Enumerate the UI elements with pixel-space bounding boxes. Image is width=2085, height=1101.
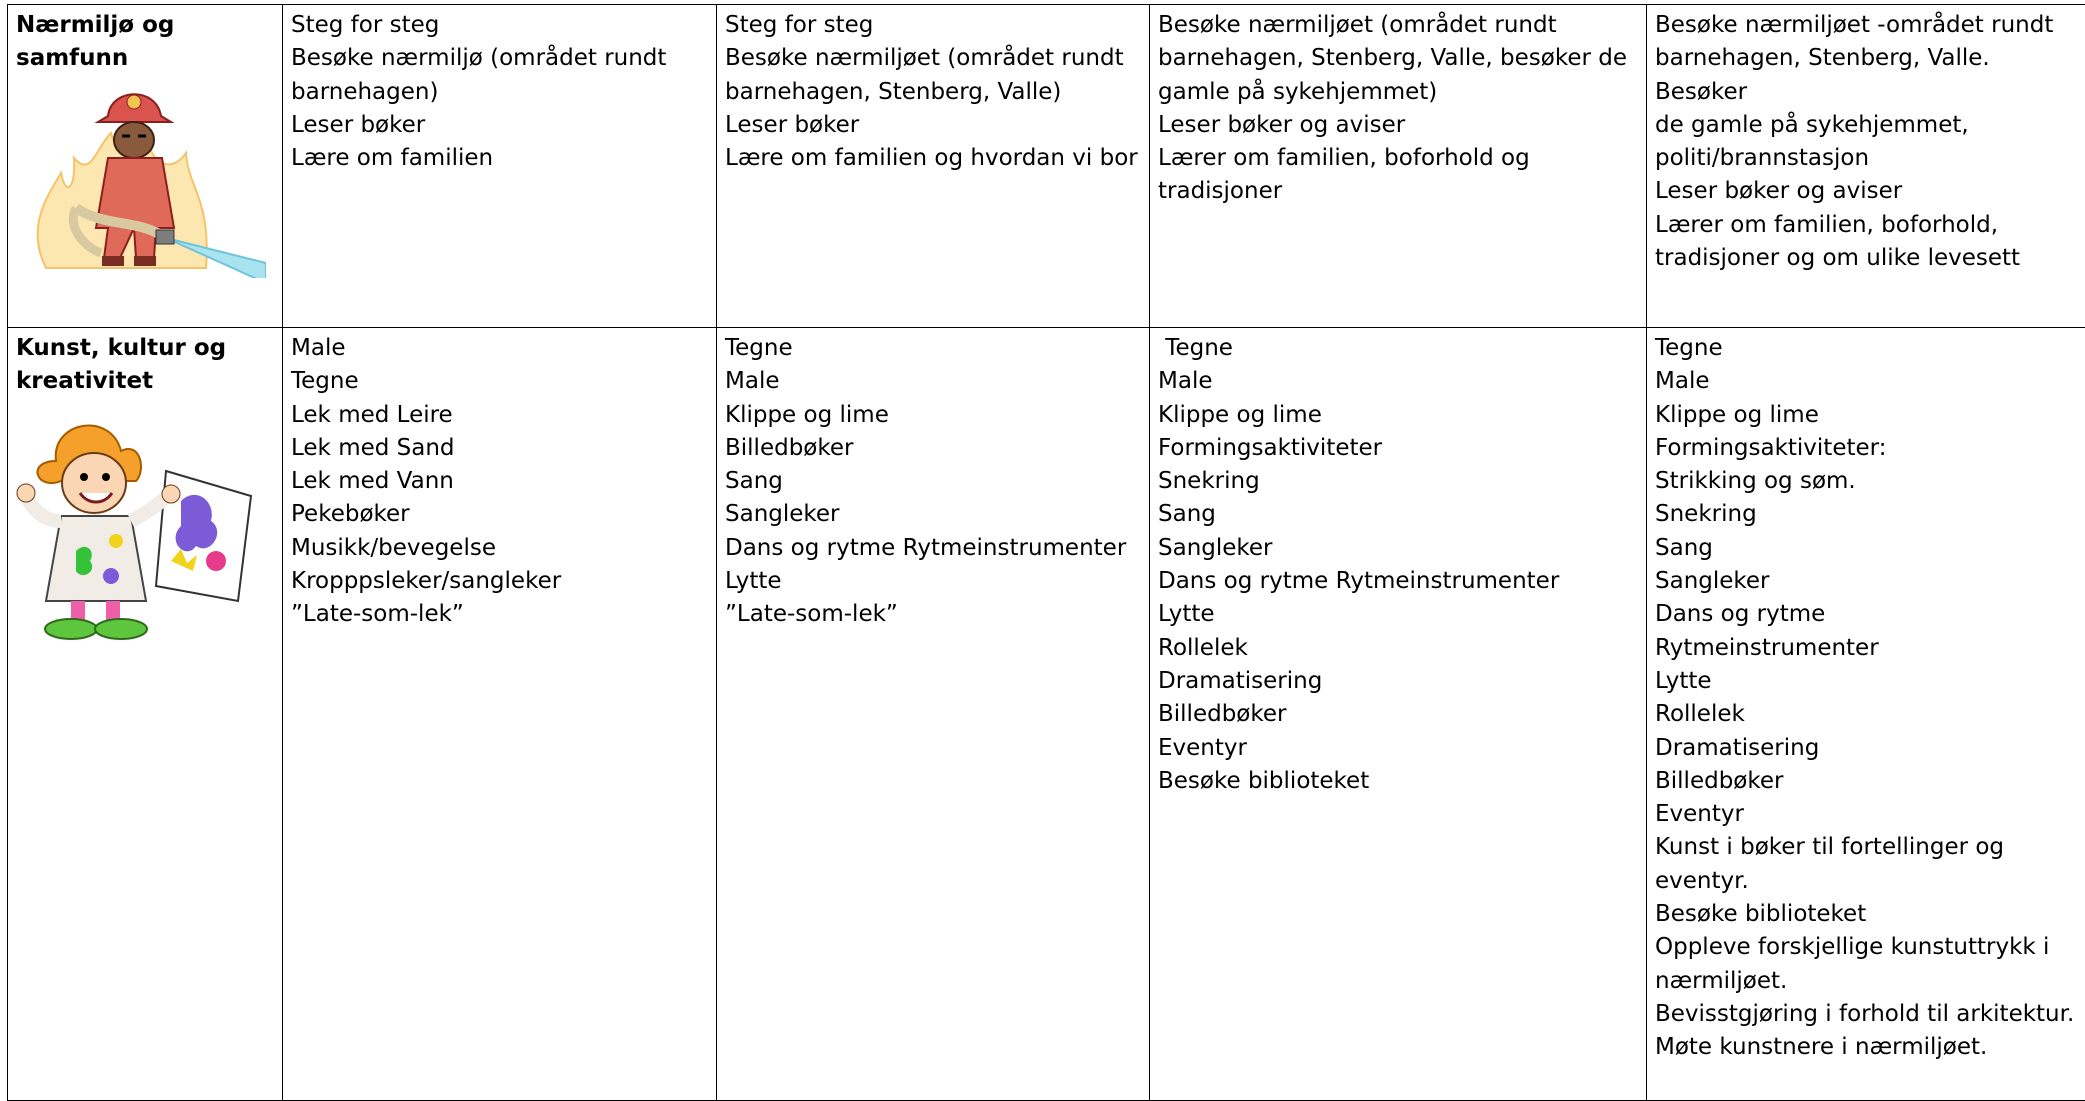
cell-text-line: Bevisstgjøring i forhold til arkitektur. <box>1655 998 2085 1031</box>
cell-text-line: Leser bøker <box>291 109 708 142</box>
cell-text-line: Kropppsleker/sangleker <box>291 565 708 598</box>
cell-text-line: Tegne <box>1655 332 2085 365</box>
cell-text-line: Sangleker <box>725 498 1141 531</box>
area-cell-naermiljo <box>8 5 283 328</box>
cell-text-line: Billedbøker <box>1158 698 1638 731</box>
cell-text-line: Snekring <box>1158 465 1638 498</box>
cell-text-line: barnehagen) <box>291 76 708 109</box>
cell-text-line: Billedbøker <box>725 432 1141 465</box>
plan-cell-col2 <box>717 328 1150 1101</box>
cell-text-line: Sang <box>1158 498 1638 531</box>
cell-text-line: Besøke nærmiljøet (området rundt <box>1158 9 1638 42</box>
cell-text-line: tradisjoner og om ulike levesett <box>1655 242 2085 275</box>
area-cell-kunst <box>8 328 283 1101</box>
cell-text-line: Dans og rytme <box>1655 598 2085 631</box>
plan-cell-col1 <box>283 328 717 1101</box>
cell-text-line: tradisjoner <box>1158 175 1638 208</box>
cell-text-line: Male <box>725 365 1141 398</box>
cell-text-line: ”Late-som-lek” <box>291 598 708 631</box>
cell-text-line: Lære om familien og hvordan vi bor <box>725 142 1141 175</box>
plan-cell-col3 <box>1150 5 1647 328</box>
cell-text-line: Lære om familien <box>291 142 708 175</box>
table-row <box>8 328 2085 1101</box>
cell-text-line: politi/brannstasjon <box>1655 142 2085 175</box>
table-row <box>8 5 2085 328</box>
cell-text-line: Tegne <box>291 365 708 398</box>
plan-cell-col1 <box>283 5 717 328</box>
cell-text-line: Sang <box>725 465 1141 498</box>
firefighter-illustration <box>16 78 266 278</box>
cell-text-line: gamle på sykehjemmet) <box>1158 76 1638 109</box>
cell-text-line: Dramatisering <box>1158 665 1638 698</box>
area-title-line: Nærmiljø og <box>16 9 274 42</box>
cell-text-line: Klippe og lime <box>725 399 1141 432</box>
cell-text-line: Sang <box>1655 532 2085 565</box>
cell-text-line: Tegne <box>1158 332 1638 365</box>
cell-text-line: Rytmeinstrumenter <box>1655 632 2085 665</box>
cell-text-line: Sangleker <box>1158 532 1638 565</box>
cell-text-line: Billedbøker <box>1655 765 2085 798</box>
cell-text-line: Rollelek <box>1158 632 1638 665</box>
cell-text-line: Oppleve forskjellige kunstuttrykk i <box>1655 931 2085 964</box>
cell-text-line: Pekebøker <box>291 498 708 531</box>
cell-text-line: Rollelek <box>1655 698 2085 731</box>
cell-text-line: Eventyr <box>1655 798 2085 831</box>
cell-text-line: Musikk/bevegelse <box>291 532 708 565</box>
plan-cell-col2 <box>717 5 1150 328</box>
cell-text-line: Lytte <box>1655 665 2085 698</box>
cell-text-line: nærmiljøet. <box>1655 965 2085 998</box>
cell-text-line: Dans og rytme Rytmeinstrumenter <box>725 532 1141 565</box>
cell-text-line: barnehagen, Stenberg, Valle, besøker de <box>1158 42 1638 75</box>
cell-text-line: Eventyr <box>1158 732 1638 765</box>
cell-text-line: Lytte <box>725 565 1141 598</box>
cell-text-line: Leser bøker og aviser <box>1655 175 2085 208</box>
cell-text-line: Steg for steg <box>291 9 708 42</box>
cell-text-line: Male <box>291 332 708 365</box>
plan-cell-col3 <box>1150 328 1647 1101</box>
cell-text-line: Lek med Sand <box>291 432 708 465</box>
cell-text-line: Snekring <box>1655 498 2085 531</box>
painting-girl-illustration <box>16 401 256 641</box>
cell-text-line: ”Late-som-lek” <box>725 598 1141 631</box>
cell-text-line: Lærer om familien, boforhold, <box>1655 209 2085 242</box>
cell-text-line: Leser bøker og aviser <box>1158 109 1638 142</box>
cell-text-line: Male <box>1655 365 2085 398</box>
cell-text-line: Steg for steg <box>725 9 1141 42</box>
cell-text-line: Dans og rytme Rytmeinstrumenter <box>1158 565 1638 598</box>
plan-cell-col4 <box>1647 328 2085 1101</box>
cell-text-line: Lek med Leire <box>291 399 708 432</box>
cell-text-line: Besøke nærmiljøet (området rundt <box>725 42 1141 75</box>
area-title-line: samfunn <box>16 42 274 75</box>
cell-text-line: Lytte <box>1158 598 1638 631</box>
cell-text-line: Sangleker <box>1655 565 2085 598</box>
cell-text-line: Besøke biblioteket <box>1158 765 1638 798</box>
cell-text-line: Møte kunstnere i nærmiljøet. <box>1655 1031 2085 1064</box>
cell-text-line: barnehagen, Stenberg, Valle. Besøker <box>1655 42 2085 109</box>
area-title-line: kreativitet <box>16 365 274 398</box>
cell-text-line: eventyr. <box>1655 865 2085 898</box>
cell-text-line: Leser bøker <box>725 109 1141 142</box>
cell-text-line: Besøke nærmiljøet -området rundt <box>1655 9 2085 42</box>
cell-text-line: Tegne <box>725 332 1141 365</box>
cell-text-line: barnehagen, Stenberg, Valle) <box>725 76 1141 109</box>
cell-text-line: Besøke nærmiljø (området rundt <box>291 42 708 75</box>
cell-text-line: Formingsaktiviteter <box>1158 432 1638 465</box>
cell-text-line: Formingsaktiviteter: <box>1655 432 2085 465</box>
cell-text-line: Male <box>1158 365 1638 398</box>
plan-cell-col4 <box>1647 5 2085 328</box>
cell-text-line: Besøke biblioteket <box>1655 898 2085 931</box>
cell-text-line: Kunst i bøker til fortellinger og <box>1655 831 2085 864</box>
cell-text-line: Lærer om familien, boforhold og <box>1158 142 1638 175</box>
area-title-line: Kunst, kultur og <box>16 332 274 365</box>
cell-text-line: Lek med Vann <box>291 465 708 498</box>
cell-text-line: de gamle på sykehjemmet, <box>1655 109 2085 142</box>
cell-text-line: Klippe og lime <box>1655 399 2085 432</box>
cell-text-line: Dramatisering <box>1655 732 2085 765</box>
cell-text-line: Klippe og lime <box>1158 399 1638 432</box>
curriculum-table <box>7 4 2085 1101</box>
cell-text-line: Strikking og søm. <box>1655 465 2085 498</box>
